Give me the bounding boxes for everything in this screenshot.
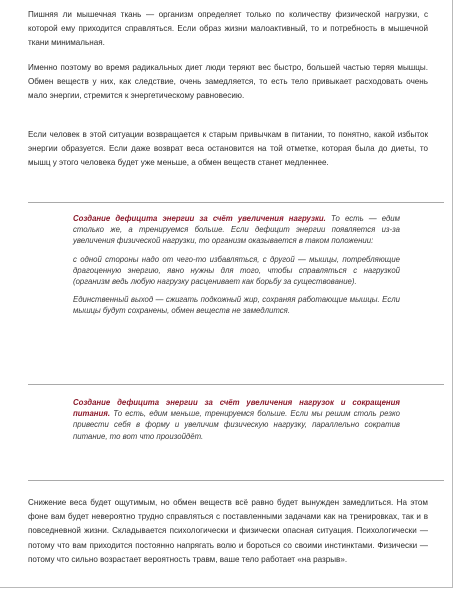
callout-paragraph-1 xyxy=(73,213,400,247)
callout-paragraph-2: с одной стороны надо от чего-то избавляться, с другой — мышцы, потребляющие драгоценную энергию, явно нужны для того, чтобы справляться с нагрузкой (организм ведь любую нагрузку расценивает как борьбу за существование). xyxy=(73,254,400,287)
callout-lead-text: То есть, едим меньше, тренируемся больше. Если мы решим столь резко привести себя в форму и увеличим физическую нагрузку, параллельно сократив питание, то вот что произойдёт. xyxy=(73,409,400,441)
callout-box-load-and-diet xyxy=(28,384,444,442)
callout-paragraph-3: Единственный выход — сжигать подкожный жир, сохраняя работающие мышцы. Если мышцы будут сохранены, обмен веществ не замедлится. xyxy=(73,295,400,316)
paragraph-weight-loss-effects: Снижение веса будет ощутимым, но обмен веществ всё равно будет вынужден замедлиться. На этом фоне вам будет невероятно трудно справляться с поставленными задачами как на тренировках, так и в повседневной жизни. Складывается психологически и физически опасная ситуация. Психологически — потому что вам приходится постоянно напрягать волю и бороться со своими инстинктами. Физически — потому что сильно возрастает вероятность травм, ваше тело работает «на разрыв». xyxy=(28,498,428,564)
callout-heading: Создание дефицита энергии за счёт увеличения нагрузок и сокращения питания. xyxy=(73,398,400,419)
callout-box-increase-load xyxy=(28,202,444,317)
callout-paragraph-1 xyxy=(73,397,400,442)
paragraph-muscle-tissue: Пишняя ли мышечная ткань — организм определяет только по количеству физической нагрузки, с которой ему приходится справляться. Если образ жизни малоактивный, то и потребность в мышечной ткани минимальная. xyxy=(28,10,428,48)
callout-lead-text: То есть — едим столько же, а тренируемся больше. Если дефицит энергии появляется из-за увеличения физической нагрузки, то организм оказывается в таком положении: xyxy=(73,214,400,246)
section-divider xyxy=(28,480,444,481)
paragraph-radical-diets: Именно поэтому во время радикальных диет люди теряют вес быстро, большей частью теряя мышцы. Обмен веществ у них, как следствие, очень замедляется, то есть тело привыкает расходовать очень мало энергии, стремится к энергетическому равновесию. xyxy=(28,63,428,101)
paragraph-old-habits: Если человек в этой ситуации возвращается к старым привычкам в питании, то понятно, какой избыток энергии образуется. Если даже возврат веса остановится на той отметке, которая была до диеты, то мышц у этого человека будет уже меньше, а обмен веществ станет медленнее. xyxy=(28,130,428,168)
callout-heading: Создание дефицита энергии за счёт увеличения нагрузки. xyxy=(73,214,326,223)
